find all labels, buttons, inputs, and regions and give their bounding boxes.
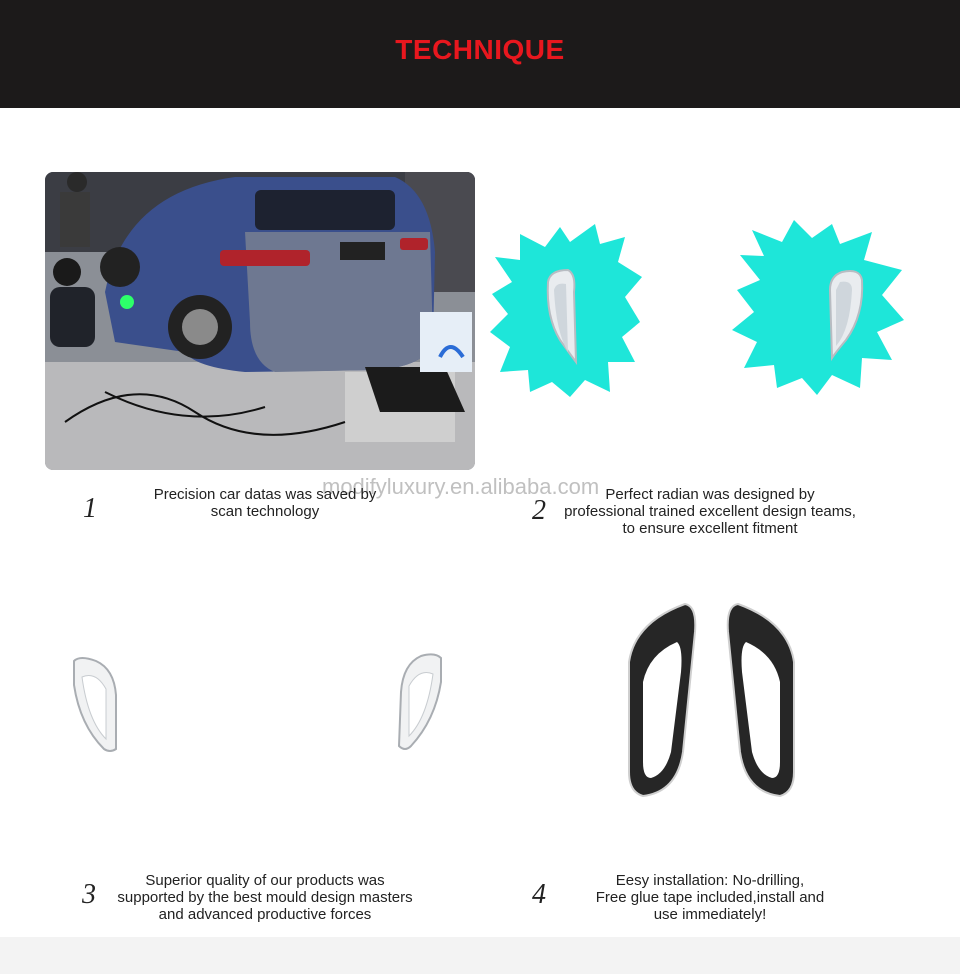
caption-line: Eesy installation: No-drilling,	[615, 872, 805, 889]
car-scan-photo	[45, 172, 475, 470]
page-title: TECHNIQUE	[395, 34, 565, 65]
watermark-text: modifyluxury.en.alibaba.com	[322, 474, 600, 499]
header-bar	[0, 0, 960, 108]
caption-line: use immediately!	[653, 906, 767, 923]
design-splash-right	[732, 220, 907, 400]
step-4-caption	[560, 872, 860, 923]
caption-line: to ensure excellent fitment	[622, 520, 798, 537]
step-2-caption	[540, 486, 880, 537]
carbon-vent-right	[726, 602, 798, 803]
caption-line: supported by the best mould design masters	[117, 889, 413, 906]
caption-line: Perfect radian was designed by	[605, 486, 815, 503]
design-splash-left	[490, 222, 645, 402]
carbon-vent-left	[625, 602, 697, 803]
footer-band	[0, 937, 960, 974]
step-1-caption	[120, 486, 410, 520]
caption-line: and advanced productive forces	[158, 906, 372, 923]
step-number-2: 2	[532, 495, 546, 526]
caption-line: scan technology	[210, 503, 320, 520]
step-number-4: 4	[532, 879, 546, 910]
step-number-1: 1	[83, 493, 97, 524]
step-number-3: 3	[82, 879, 96, 910]
silver-trim-left	[70, 655, 122, 760]
caption-line: professional trained excellent design teams,	[564, 503, 856, 520]
caption-line: Superior quality of our products was	[145, 872, 385, 889]
caption-line: Free glue tape included,install and	[595, 889, 825, 906]
silver-trim-right	[395, 652, 445, 757]
caption-line: Precision car datas was saved by	[153, 486, 377, 503]
step-3-caption	[95, 872, 435, 923]
